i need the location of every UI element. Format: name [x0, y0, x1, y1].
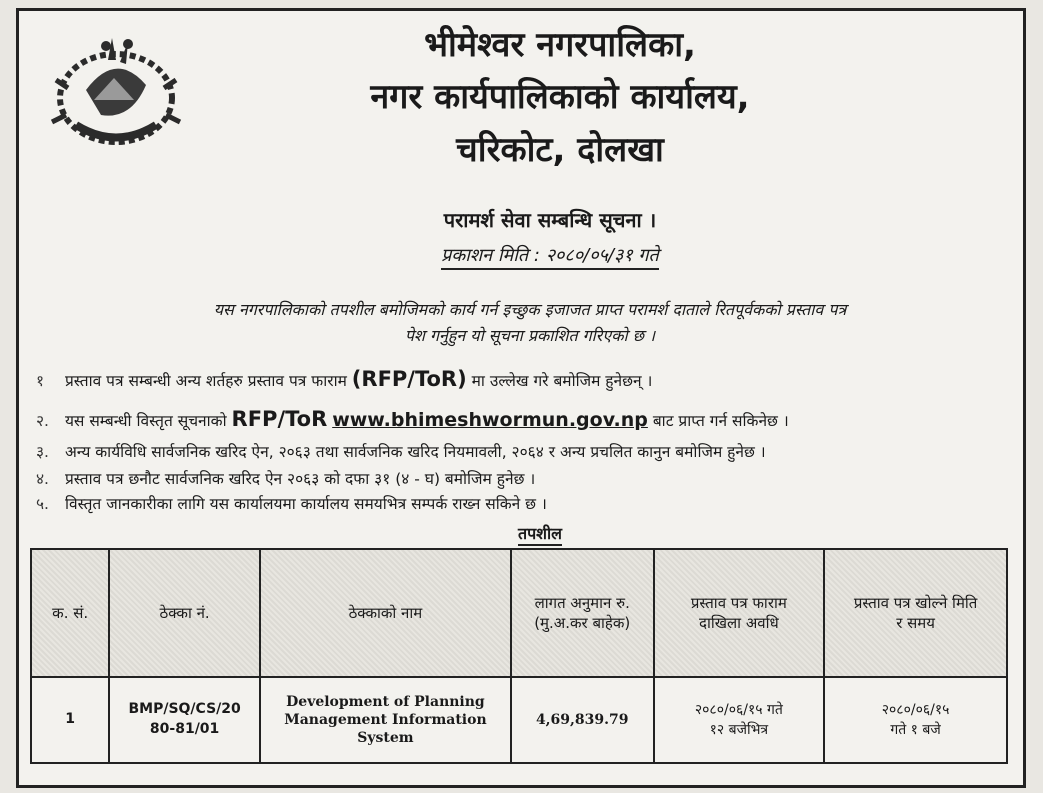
condition-item-3	[36, 443, 1016, 462]
row-sn: 1	[31, 677, 109, 763]
row-code-line2: 80-81/01	[149, 721, 220, 737]
header-submission-line2: दाखिला अवधि	[698, 614, 779, 632]
header-sn: क. सं.	[31, 549, 109, 677]
municipality-name: भीमेश्वर नगरपालिका,	[424, 25, 696, 65]
row-name-line1: Development of Planning	[286, 693, 485, 710]
row-opening	[824, 677, 1007, 763]
notice-title: परामर्श सेवा सम्बन्धि सूचना ।	[443, 208, 657, 232]
item-number: ५.	[36, 495, 49, 513]
item-number: ४.	[36, 470, 49, 488]
header-submission-line1: प्रस्ताव पत्र फाराम	[690, 594, 787, 612]
row-submission-line1: २०८०/०६/१५ गते	[694, 701, 783, 718]
row-submission	[654, 677, 825, 763]
row-code	[109, 677, 260, 763]
table-row	[31, 677, 1007, 763]
publish-date-text: प्रकाशन मिति : २०८०/०५/३१ गते	[441, 245, 659, 270]
row-cost: 4,69,839.79	[511, 677, 654, 763]
table-header-row	[31, 549, 1007, 677]
condition-item-1	[36, 367, 1016, 392]
schedule-table	[30, 548, 1008, 764]
intro-line-1: यस नगरपालिकाको तपशील बमोजिमको कार्य गर्न इच्छुक इजाजत प्राप्त परामर्श दाताले रितपूर्वकको प्रस्ताव पत्र	[213, 300, 847, 319]
condition-item-5	[36, 495, 1016, 514]
intro-paragraph	[60, 297, 1000, 350]
header-cost	[511, 549, 654, 677]
header-cost-line2: (मु.अ.कर बाहेक)	[534, 614, 631, 632]
row-name-line3: System	[357, 730, 414, 747]
row-opening-line1: २०८०/०६/१५	[881, 701, 950, 718]
row-name	[260, 677, 511, 763]
row-submission-line2: १२ बजेभित्र	[709, 722, 769, 738]
schedule-label-text: तपशील	[518, 524, 562, 546]
condition-item-2	[36, 407, 1016, 432]
row-opening-line2: गते १ बजे	[890, 722, 941, 738]
rfp-tor-label: (RFP/ToR)	[351, 367, 467, 391]
item-text-end: मा उल्लेख गरे बमोजिम हुनेछन् ।	[471, 372, 653, 390]
row-code-line1: BMP/SQ/CS/20	[128, 701, 241, 718]
office-location: चरिकोट, दोलखा	[456, 130, 664, 170]
item-text-end: बाट प्राप्त गर्न सकिनेछ ।	[652, 412, 789, 430]
item-text: विस्तृत जानकारीका लागि यस कार्यालयमा कार्यालय समयभित्र सम्पर्क राख्न सकिने छ ।	[64, 495, 547, 513]
item-number: ३.	[36, 443, 49, 461]
header-opening	[824, 549, 1007, 677]
header-name: ठेक्काको नाम	[260, 549, 511, 677]
item-text: अन्य कार्यविधि सार्वजनिक खरिद ऐन, २०६३ तथा सार्वजनिक खरिद नियमावली, २०६४ र अन्य प्रचलित कानुन बमोजिम हुनेछ ।	[64, 443, 766, 461]
nepal-government-emblem-icon	[46, 30, 186, 160]
header-code: ठेक्का नं.	[109, 549, 260, 677]
header-submission	[654, 549, 825, 677]
row-name-line2: Management Information	[284, 711, 487, 728]
header-cost-line1: लागत अनुमान रु.	[534, 594, 630, 612]
website-link[interactable]: www.bhimeshwormun.gov.np	[332, 409, 648, 431]
item-text: यस सम्बन्धी विस्तृत सूचनाको	[64, 412, 227, 430]
publish-date	[280, 243, 820, 267]
item-text: प्रस्ताव पत्र छनौट सार्वजनिक खरिद ऐन २०६३ को दफा ३१ (४ - घ) बमोजिम हुनेछ ।	[64, 470, 536, 488]
header-opening-line1: प्रस्ताव पत्र खोल्ने मिति	[853, 594, 978, 612]
schedule-label	[470, 522, 610, 544]
item-text: प्रस्ताव पत्र सम्बन्धी अन्य शर्तहरु प्रस्ताव पत्र फाराम	[64, 372, 347, 390]
item-number: २.	[36, 412, 49, 430]
office-name: नगर कार्यपालिकाको कार्यालय,	[370, 77, 750, 117]
rfp-tor-label: RFP/ToR	[231, 407, 328, 431]
header-opening-line2: र समय	[896, 614, 935, 632]
item-number: १	[36, 372, 45, 390]
intro-line-2: पेश गर्नुहुन यो सूचना प्रकाशित गरिएको छ ।	[404, 326, 656, 346]
condition-item-4	[36, 470, 1016, 489]
